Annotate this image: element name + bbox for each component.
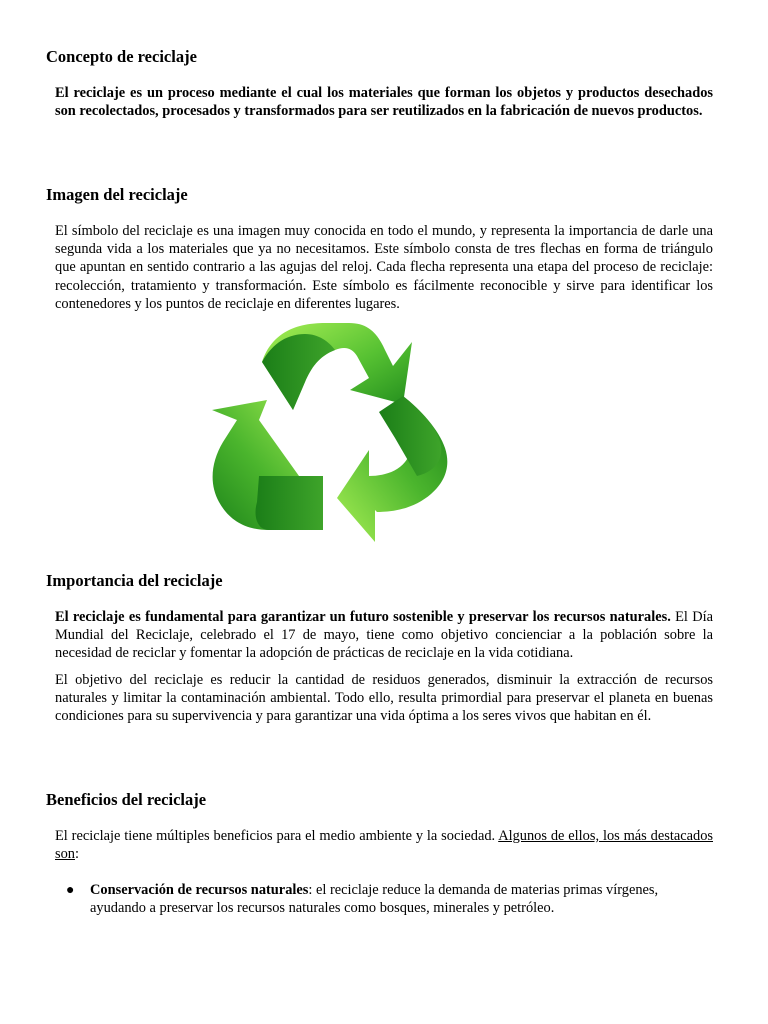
paragraph-imagen: El símbolo del reciclaje es una imagen muy conocida en todo el mundo, y representa la importancia de darle una segunda vida a los materiales que ya no necesitamos. Este símbolo consta de tres flechas en forma de triángulo que apuntan en sentido contrario a las agujas del reloj. Cada flecha representa una etapa del proceso de reciclaje: recolección, tratamiento y transformación. Este símbolo es fácilmente reconocible y sirve para identificar los contenedores y los puntos de reciclaje en diferentes lugares. xyxy=(55,223,713,312)
bullet-dot: ● xyxy=(66,883,75,898)
heading-imagen: Imagen del reciclaje xyxy=(46,185,188,204)
recycle-symbol-icon xyxy=(207,320,449,556)
paragraph-importancia-2: El objetivo del reciclaje es reducir la cantidad de residuos generados, disminuir la extracción de recursos naturales y limitar la contaminación ambiental. Todo ello, resulta primordial para preservar el planeta en buenas condiciones para su supervivencia y para garantizar una vida óptima a los seres vivos que habitan en él. xyxy=(55,672,713,725)
heading-importancia: Importancia del reciclaje xyxy=(46,571,223,590)
list-item-title: Conservación de recursos naturales xyxy=(90,882,309,898)
beneficios-intro-colon: : xyxy=(75,846,79,863)
list-item xyxy=(90,881,713,917)
beneficios-intro-text: El reciclaje tiene múltiples beneficios para el medio ambiente y la sociedad. xyxy=(55,828,499,844)
heading-beneficios: Beneficios del reciclaje xyxy=(46,790,207,809)
paragraph-concepto: El reciclaje es un proceso mediante el cual los materiales que forman los objetos y productos desechados son recolectados, procesados y transformados para ser reutilizados en la fabricación de nuevos productos. xyxy=(55,85,713,120)
list-item-text: : el reciclaje reduce la demanda de materias primas vírgenes, ayudando a preservar los recursos naturales como bosques, minerales y petróleo. xyxy=(90,882,659,917)
importancia-bold-lead: El reciclaje es fundamental para garantizar un futuro sostenible y preservar los recursos naturales. xyxy=(55,609,671,625)
heading-concepto: Concepto de reciclaje xyxy=(46,47,197,66)
beneficios-underlined-text: Algunos de ellos, los más destacados son xyxy=(55,828,713,863)
paragraph-importancia-1 xyxy=(55,608,713,663)
importancia-rest: El Día Mundial del Reciclaje, celebrado el 17 de mayo, tiene como objetivo concienciar a la población sobre la necesidad de reciclar y fomentar la adopción de prácticas de reciclaje en la vida cotidiana. xyxy=(55,609,713,662)
paragraph-beneficios-intro xyxy=(55,827,713,863)
